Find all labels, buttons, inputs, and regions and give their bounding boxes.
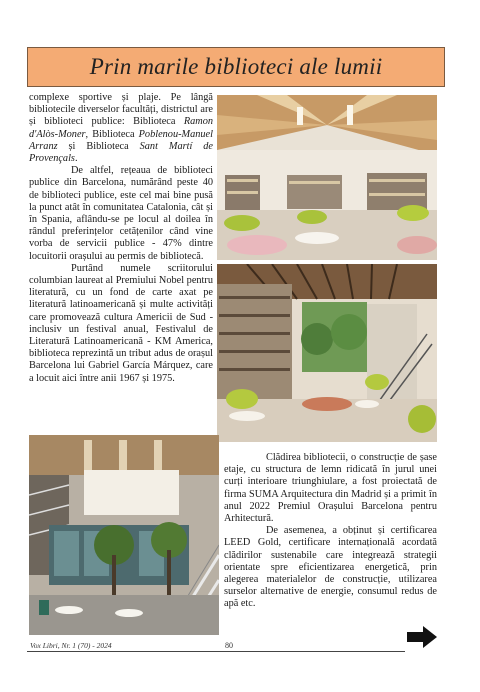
right-text-column: [224, 452, 437, 611]
paragraph-certification: De asemenea, a obținut și certificarea LEED Gold, certificare internațională acordată clădirilor sustenabile care integrează strategii orientate spre eficientizarea energetică, prin alegerea materialelor de construcție, utilizarea surselor alternative de energie, consumul redus de apă etc.: [224, 525, 437, 610]
library-interior-photo-2: [217, 264, 437, 442]
page-number: 80: [225, 641, 233, 650]
journal-citation: Vox Libri, Nr. 1 (70) - 2024: [30, 641, 112, 650]
page-title: Prin marile biblioteci ale lumii: [89, 54, 383, 79]
paragraph-districts: complexe sportive și plaje. Pe lângă bibliotecile diverselor facultăți, districtul are și biblioteci publice: Biblioteca Ramon d'Alòs-Moner, Biblioteca Poblenou-Manuel Arranz și Biblioteca Sant Martí de Provençals.: [29, 92, 213, 165]
paragraph-building: Clădirea bibliotecii, o construcție de șase etaje, cu structura de lemn ridicată în jurul unei curți interioare triunghiulare, a fost proiectată de firma SUMA Arquitectura din Madrid și a primit în anul 2022 Premiul Orașului Barcelona pentru Arhitectură.: [224, 452, 437, 525]
left-text-column: [29, 92, 213, 385]
footer-divider: [27, 651, 405, 652]
page-header-banner: [27, 47, 445, 87]
next-page-arrow-icon[interactable]: [407, 626, 437, 653]
paragraph-library-namesake: Purtând numele scriitorului columbian laureat al Premiului Nobel pentru literatură, cu un fond de carte axat pe literatură latinoamericană și multe activități care promovează cultura Americii de Sud - inclusiv un festival anual, Festivalul de Literatură Latinoamericană - KM America, biblioteca reprezintă un tribut adus de orașul Barcelona lui Gabriel García Márquez, care a locuit aici între anii 1967 și 1975.: [29, 262, 213, 384]
library-interior-photo-1: [217, 95, 437, 260]
library-courtyard-photo: [29, 435, 219, 635]
paragraph-library-network: De altfel, rețeaua de biblioteci publice din Barcelona, numărând peste 40 de biblioteci publice, este cel mai bine pusă la punct atât în comunitatea Catalonia, cât și în Spania, aflându-se pe locul al doilea în rândul preferințelor cetățenilor când vine vorba de servicii publice - 47% dintre locuitorii orașului au permis de bibliotecă.: [29, 165, 213, 262]
